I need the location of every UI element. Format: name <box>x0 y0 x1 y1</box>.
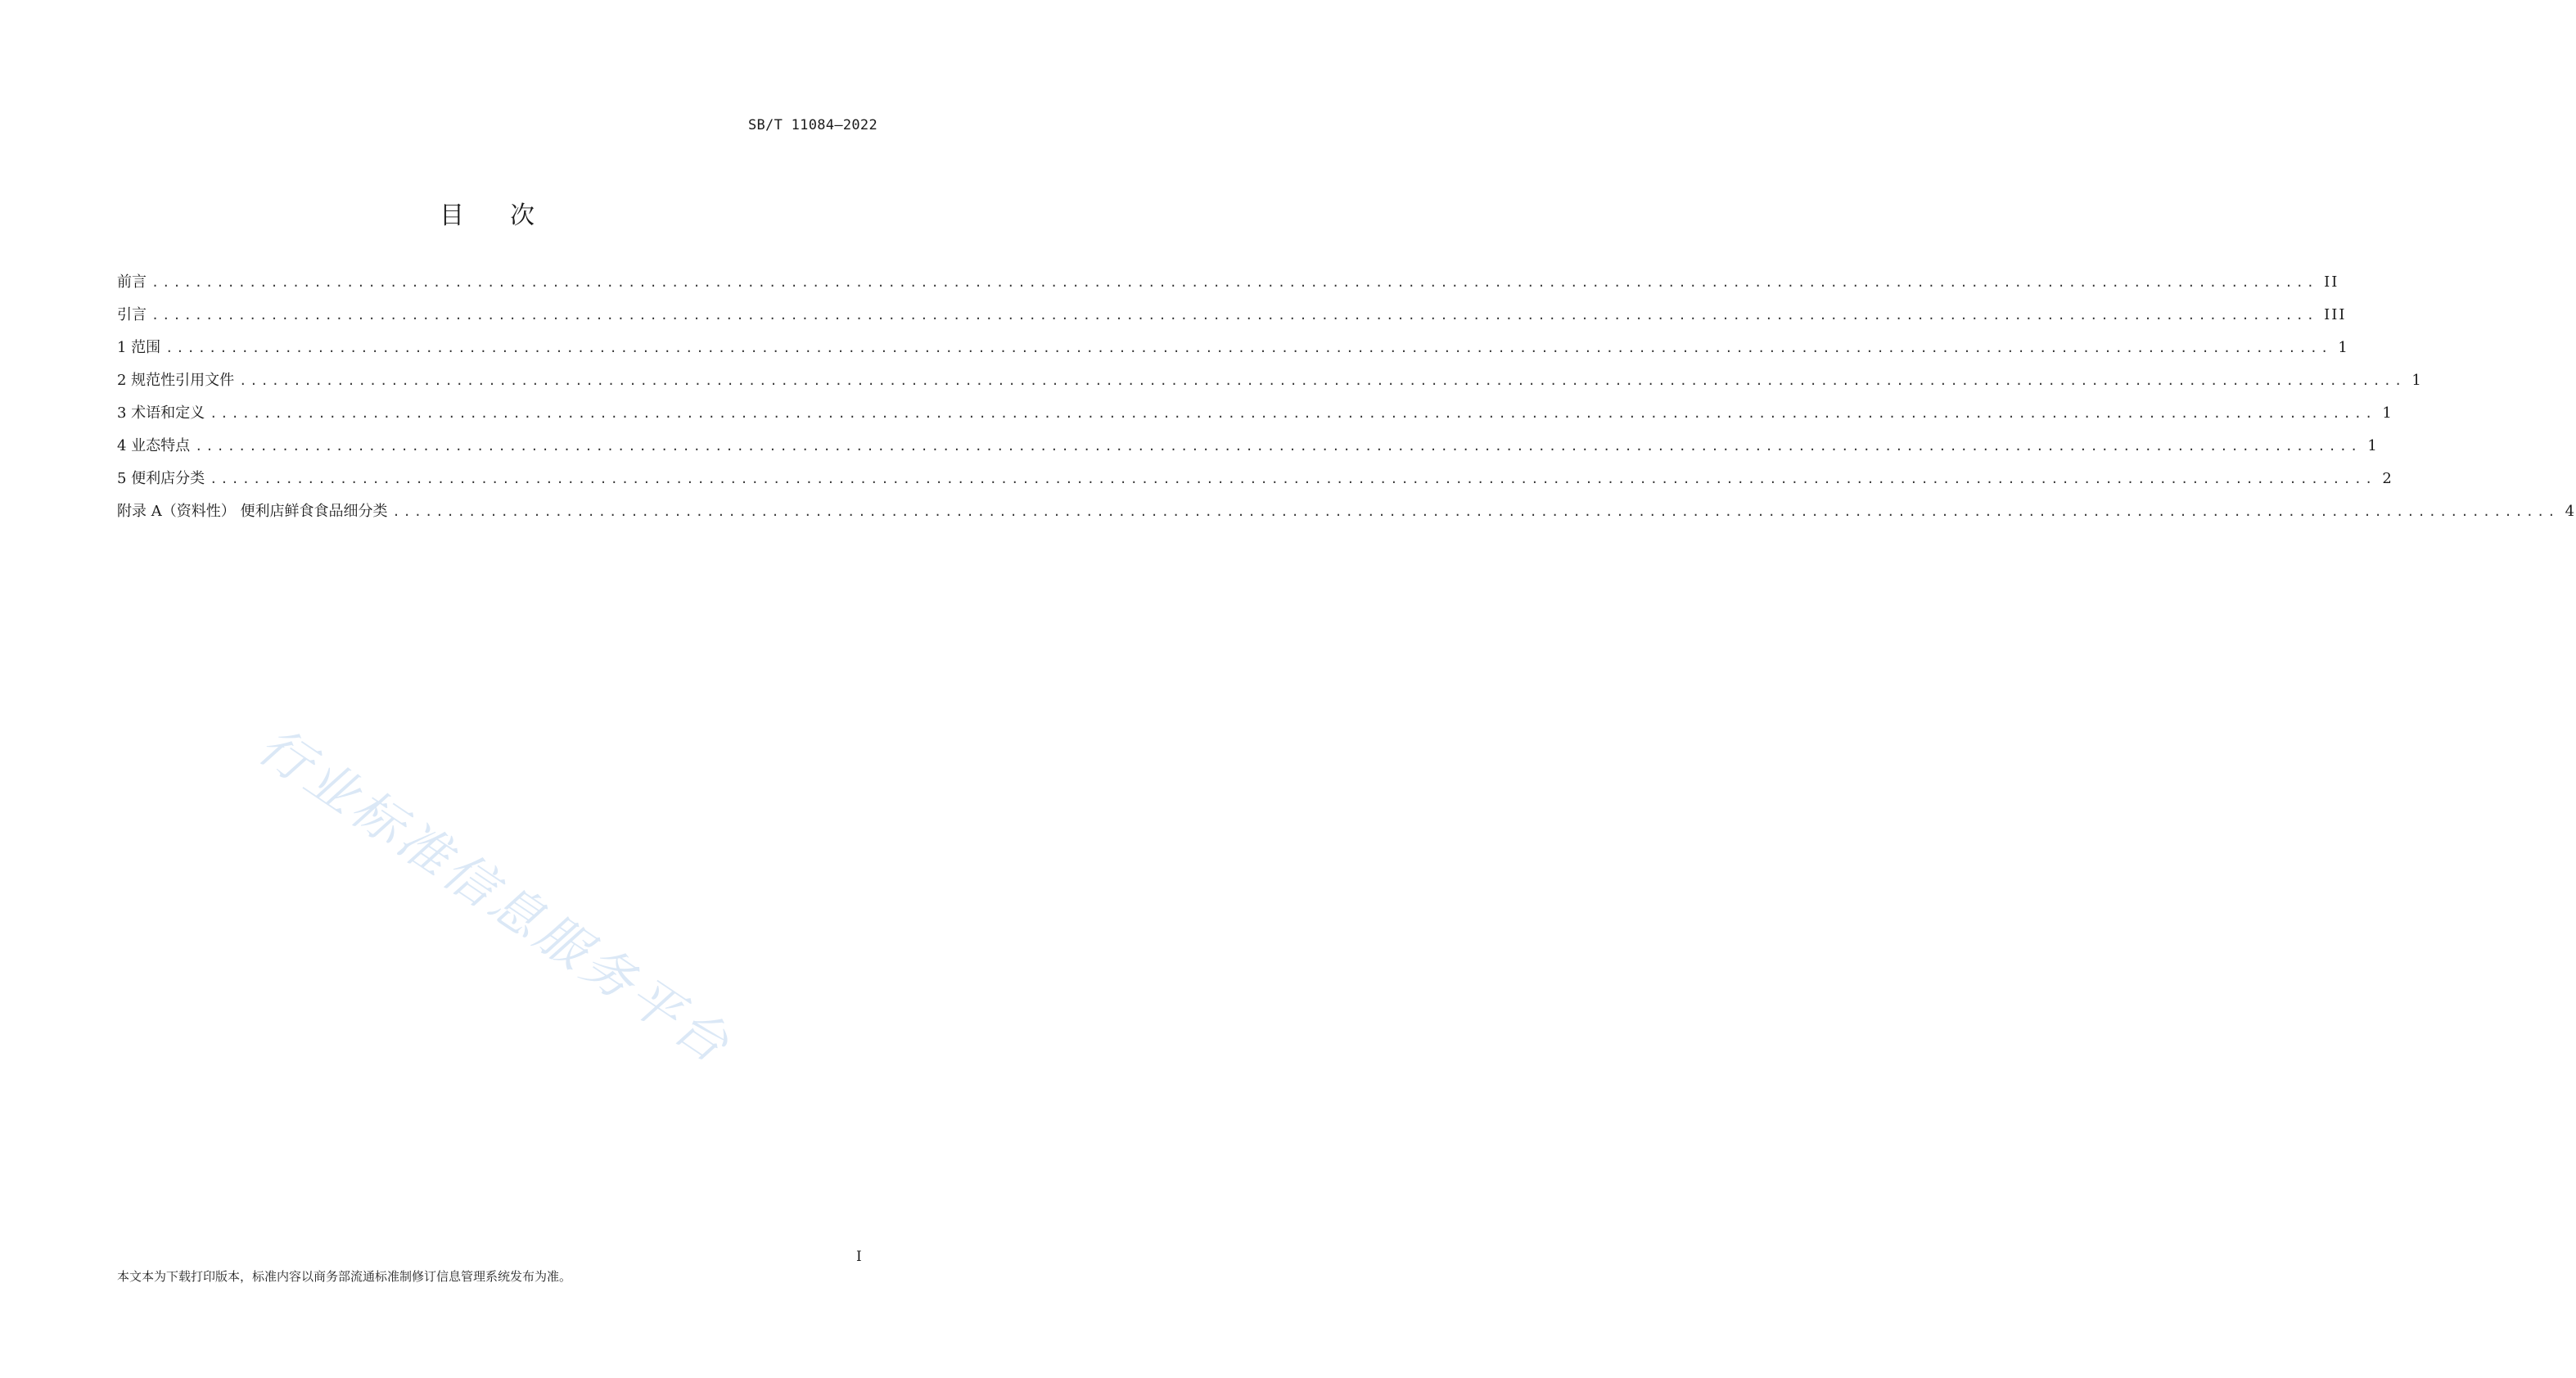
toc-dot-leader: ........................................................................................................................................................................................................ <box>151 275 2318 290</box>
toc-entry-page: III <box>2324 306 2347 323</box>
toc-entry-normative-references[interactable] <box>117 368 2423 401</box>
toc-entry-label: 2 规范性引用文件 <box>117 372 235 389</box>
toc-dot-leader: ........................................................................................................................................................................................................ <box>165 341 2332 355</box>
toc-entry-store-classification[interactable] <box>117 467 2393 499</box>
toc-entry-page: 4 <box>2565 503 2576 520</box>
toc-entry-page: 1 <box>2382 404 2393 422</box>
toc-dot-leader: ........................................................................................................................................................................................................ <box>195 439 2362 454</box>
toc-dot-leader: ........................................................................................................................................................................................................ <box>392 504 2559 519</box>
toc-entry-label: 附录 A（资料性） 便利店鲜食食品细分类 <box>117 503 388 520</box>
toc-entry-page: II <box>2324 273 2339 291</box>
toc-entry-format-characteristics[interactable] <box>117 434 2379 467</box>
toc-entry-label: 引言 <box>117 306 147 323</box>
page-number: I <box>856 1249 862 1265</box>
toc-entry-scope[interactable] <box>117 336 2349 368</box>
toc-list <box>117 270 2576 532</box>
toc-entry-label: 1 范围 <box>117 339 161 356</box>
footer-note: 本文本为下载打印版本，标准内容以商务部流通标准制修订信息管理系统发布为准。 <box>117 1269 572 1284</box>
toc-entry-introduction[interactable] <box>117 303 2347 336</box>
toc-title: 目次 <box>440 201 580 230</box>
toc-entry-label: 3 术语和定义 <box>117 404 205 422</box>
toc-entry-page: 1 <box>2367 437 2379 454</box>
toc-entry-label: 4 业态特点 <box>117 437 191 454</box>
watermark: 行业标准信息服务平台 <box>247 715 743 1077</box>
toc-dot-leader: ........................................................................................................................................................................................................ <box>210 472 2376 486</box>
toc-entry-label: 前言 <box>117 273 147 291</box>
toc-dot-leader: ........................................................................................................................................................................................................ <box>151 308 2318 323</box>
toc-entry-label: 5 便利店分类 <box>117 470 205 487</box>
toc-entry-foreword[interactable] <box>117 270 2339 303</box>
toc-entry-page: 1 <box>2338 339 2349 356</box>
toc-dot-leader: ........................................................................................................................................................................................................ <box>239 373 2406 388</box>
standard-code: SB/T 11084—2022 <box>747 117 877 133</box>
toc-entry-appendix-a[interactable] <box>117 499 2576 532</box>
toc-entry-terms-definitions[interactable] <box>117 401 2393 434</box>
toc-entry-page: 2 <box>2382 470 2393 487</box>
toc-entry-page: 1 <box>2411 372 2423 389</box>
toc-dot-leader: ........................................................................................................................................................................................................ <box>210 406 2376 421</box>
